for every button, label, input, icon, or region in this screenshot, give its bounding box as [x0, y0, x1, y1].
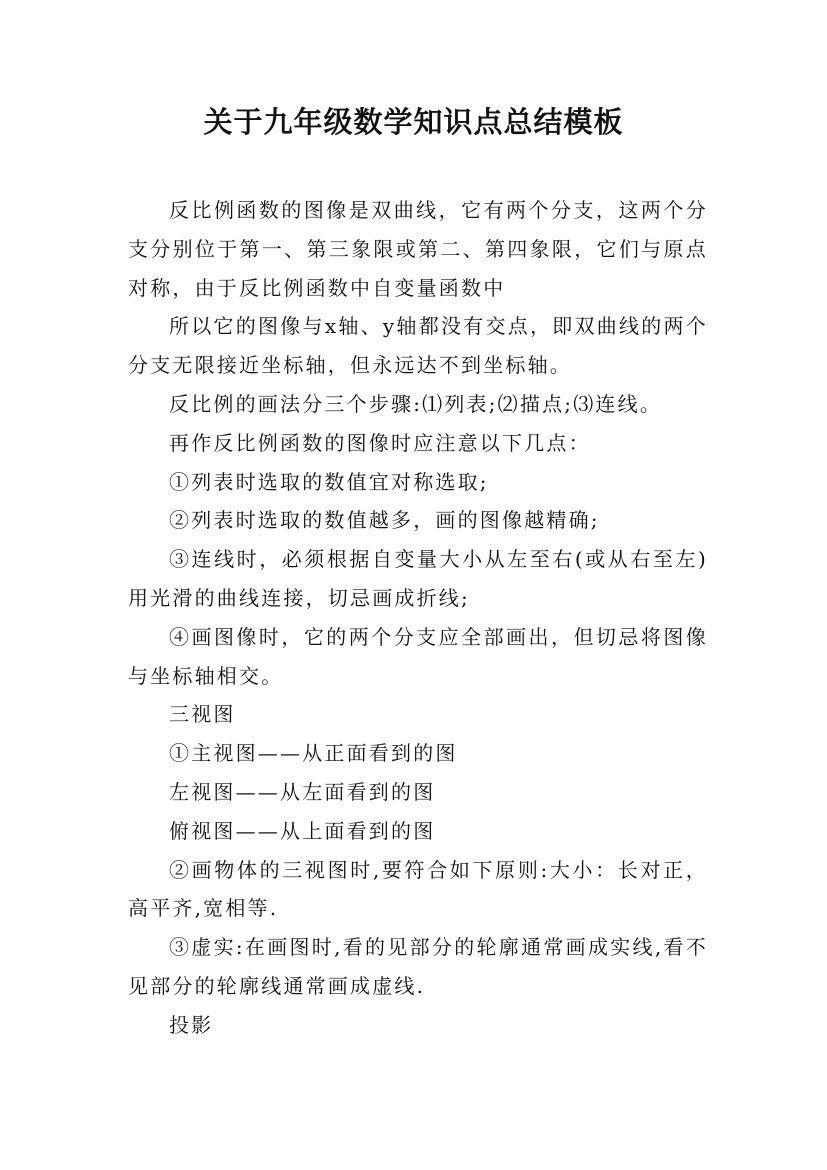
- paragraph-2: 所以它的图像与x轴、y轴都没有交点，即双曲线的两个分支无限接近坐标轴，但永远达不到坐标轴。: [128, 314, 708, 378]
- paragraph-8: ④画图像时，它的两个分支应全部画出，但切忌将图像与坐标轴相交。: [128, 624, 708, 688]
- paragraph-3: 反比例的画法分三个步骤:⑴列表;⑵描点;⑶连线。: [169, 391, 663, 416]
- document-title: 关于九年级数学知识点总结模板: [203, 105, 624, 139]
- paragraph-5: ①列表时选取的数值宜对称选取;: [169, 469, 489, 494]
- section-heading-three-views: 三视图: [169, 702, 236, 727]
- paragraph-11: 左视图——从左面看到的图: [169, 779, 436, 804]
- paragraph-12: 俯视图——从上面看到的图: [169, 818, 436, 843]
- paragraph-10: ①主视图——从正面看到的图: [169, 741, 458, 766]
- paragraph-6: ②列表时选取的数值越多，画的图像越精确;: [169, 508, 600, 533]
- paragraph-13: ②画物体的三视图时,要符合如下原则:大小：长对正，高平齐,宽相等.: [128, 857, 708, 921]
- paragraph-14: ③虚实:在画图时,看的见部分的轮廓通常画成实线,看不见部分的轮廓线通常画成虚线.: [128, 935, 708, 998]
- document-body: [128, 191, 708, 1045]
- paragraph-7: ③连线时，必须根据自变量大小从左至右(或从右至左)用光滑的曲线连接，切忌画成折线;: [128, 547, 708, 610]
- section-heading-projection: 投影: [169, 1012, 214, 1037]
- paragraph-1: 反比例函数的图像是双曲线，它有两个分支，这两个分支分别位于第一、第三象限或第二、第四象限，它们与原点对称，由于反比例函数中自变量函数中: [128, 198, 708, 300]
- paragraph-4: 再作反比例函数的图像时应注意以下几点：: [169, 430, 591, 455]
